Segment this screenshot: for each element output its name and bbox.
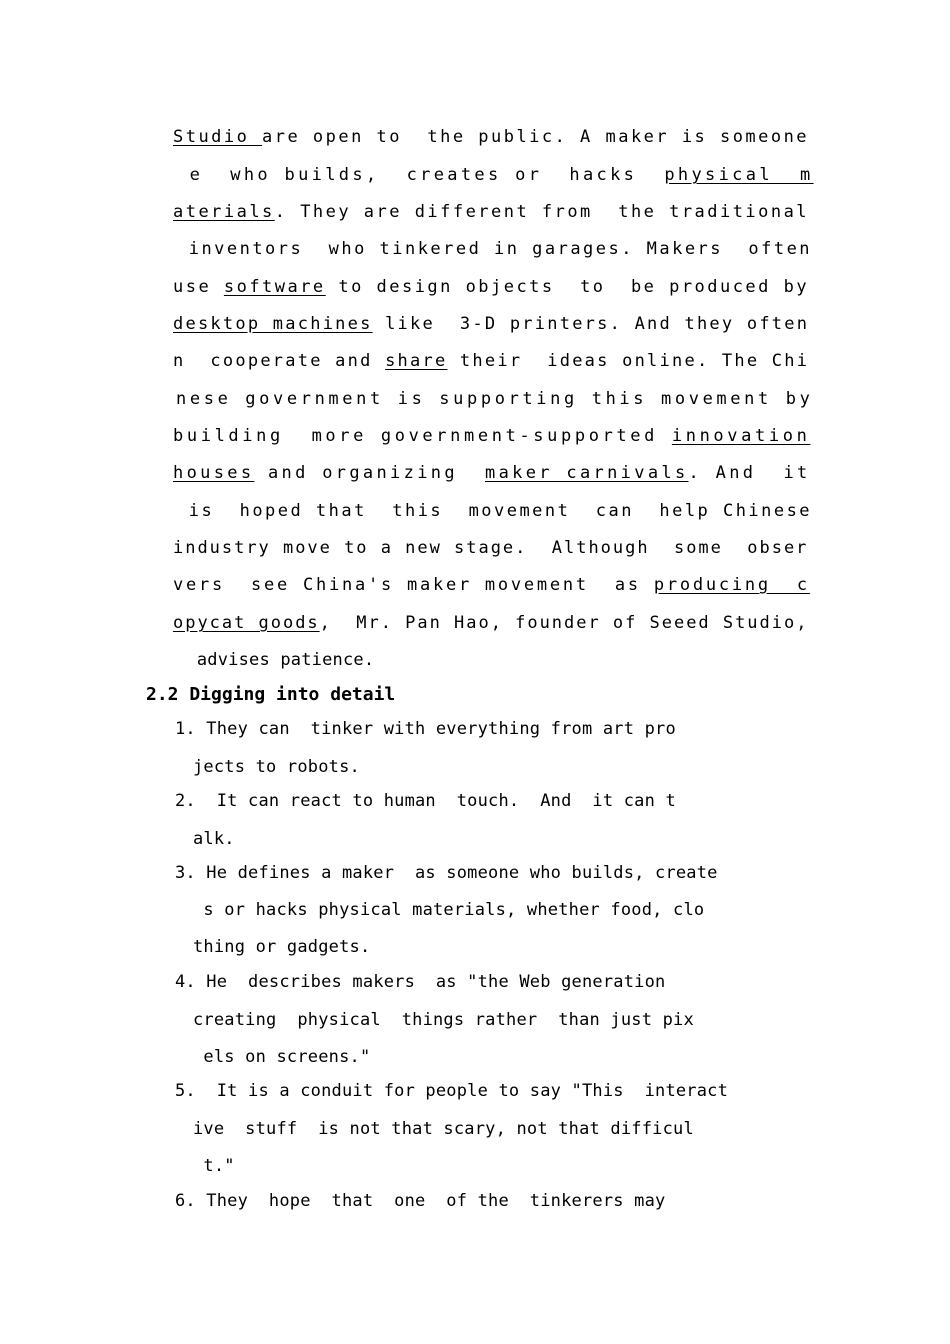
underlined-phrase: Studio (173, 127, 263, 147)
text-run: to design objects to be produced by (325, 277, 810, 297)
text-run: use (173, 277, 224, 297)
section-heading: 2.2 Digging into detail (146, 684, 396, 705)
list-item-continuation: t." (193, 1156, 235, 1176)
underlined-phrase: software (223, 277, 326, 297)
text-run: is hoped that this movement can help Chinese (176, 501, 813, 521)
paragraph-line (173, 462, 811, 484)
underlined-phrase: maker carnivals (485, 463, 689, 483)
list-item-continuation: s or hacks physical materials, whether food, clo (193, 900, 705, 920)
text-run: and organizing (254, 463, 486, 483)
text-run: e who builds, creates or hacks (176, 165, 665, 185)
paragraph-line (176, 500, 812, 522)
text-run: like 3-D printers. And they often (372, 314, 810, 334)
list-item-first-line: 6. They hope that one of the tinkerers may (175, 1191, 666, 1211)
paragraph-line (173, 201, 809, 223)
paragraph-line (173, 276, 809, 298)
underlined-phrase: share (385, 351, 448, 371)
text-run: advises patience. (176, 650, 375, 670)
underlined-phrase: physical m (664, 165, 814, 185)
list-item-continuation: ive stuff is not that scary, not that difficul (193, 1119, 694, 1139)
list-item-first-line: 4. He describes makers as "the Web generation (175, 972, 666, 992)
text-run: industry move to a new stage. Although some obser (173, 538, 809, 558)
text-run: building more government-supported (173, 426, 672, 446)
text-run: inventors who tinkered in garages. Makers often (176, 239, 813, 259)
paragraph-line (173, 350, 809, 372)
list-item-continuation: alk. (193, 829, 235, 849)
paragraph-line (176, 164, 814, 186)
list-item-first-line: 5. It is a conduit for people to say "This interact (175, 1081, 729, 1101)
text-run: their ideas online. The Chi (447, 351, 810, 371)
list-item-first-line: 1. They can tinker with everything from art pro (175, 719, 676, 739)
underlined-phrase: opycat goods (173, 613, 320, 633)
underlined-phrase: houses (173, 463, 255, 483)
paragraph-line (173, 537, 808, 559)
underlined-phrase: producing c (653, 575, 810, 595)
text-run: , Mr. Pan Hao, founder of Seeed Studio, (319, 613, 809, 633)
underlined-phrase: innovation (671, 426, 811, 446)
paragraph-line (173, 612, 808, 634)
text-run: . And it (688, 463, 811, 483)
text-run: . They are different from the traditional (274, 202, 810, 222)
list-item-continuation: jects to robots. (193, 757, 360, 777)
list-item-continuation: creating physical things rather than just pix (193, 1010, 694, 1030)
paragraph-line (176, 649, 374, 671)
text-run: nese government is supporting this movement by (176, 389, 814, 409)
paragraph-line (176, 238, 812, 260)
text-run: vers see China's maker movement as (173, 575, 654, 595)
underlined-phrase: aterials (173, 202, 275, 222)
list-item-continuation: els on screens." (193, 1047, 371, 1067)
underlined-phrase: desktop machines (173, 314, 373, 334)
paragraph-line (173, 313, 809, 335)
list-item-first-line: 2. It can react to human touch. And it can t (175, 791, 676, 811)
paragraph-line (173, 425, 810, 447)
paragraph-line (173, 574, 810, 596)
paragraph-line (173, 126, 809, 148)
paragraph-line (176, 388, 813, 410)
list-item-continuation: thing or gadgets. (193, 937, 371, 957)
text-run: are open to the public. A maker is someone (262, 127, 810, 147)
text-run: n cooperate and (173, 351, 386, 371)
list-item-first-line: 3. He defines a maker as someone who builds, create (175, 863, 718, 883)
